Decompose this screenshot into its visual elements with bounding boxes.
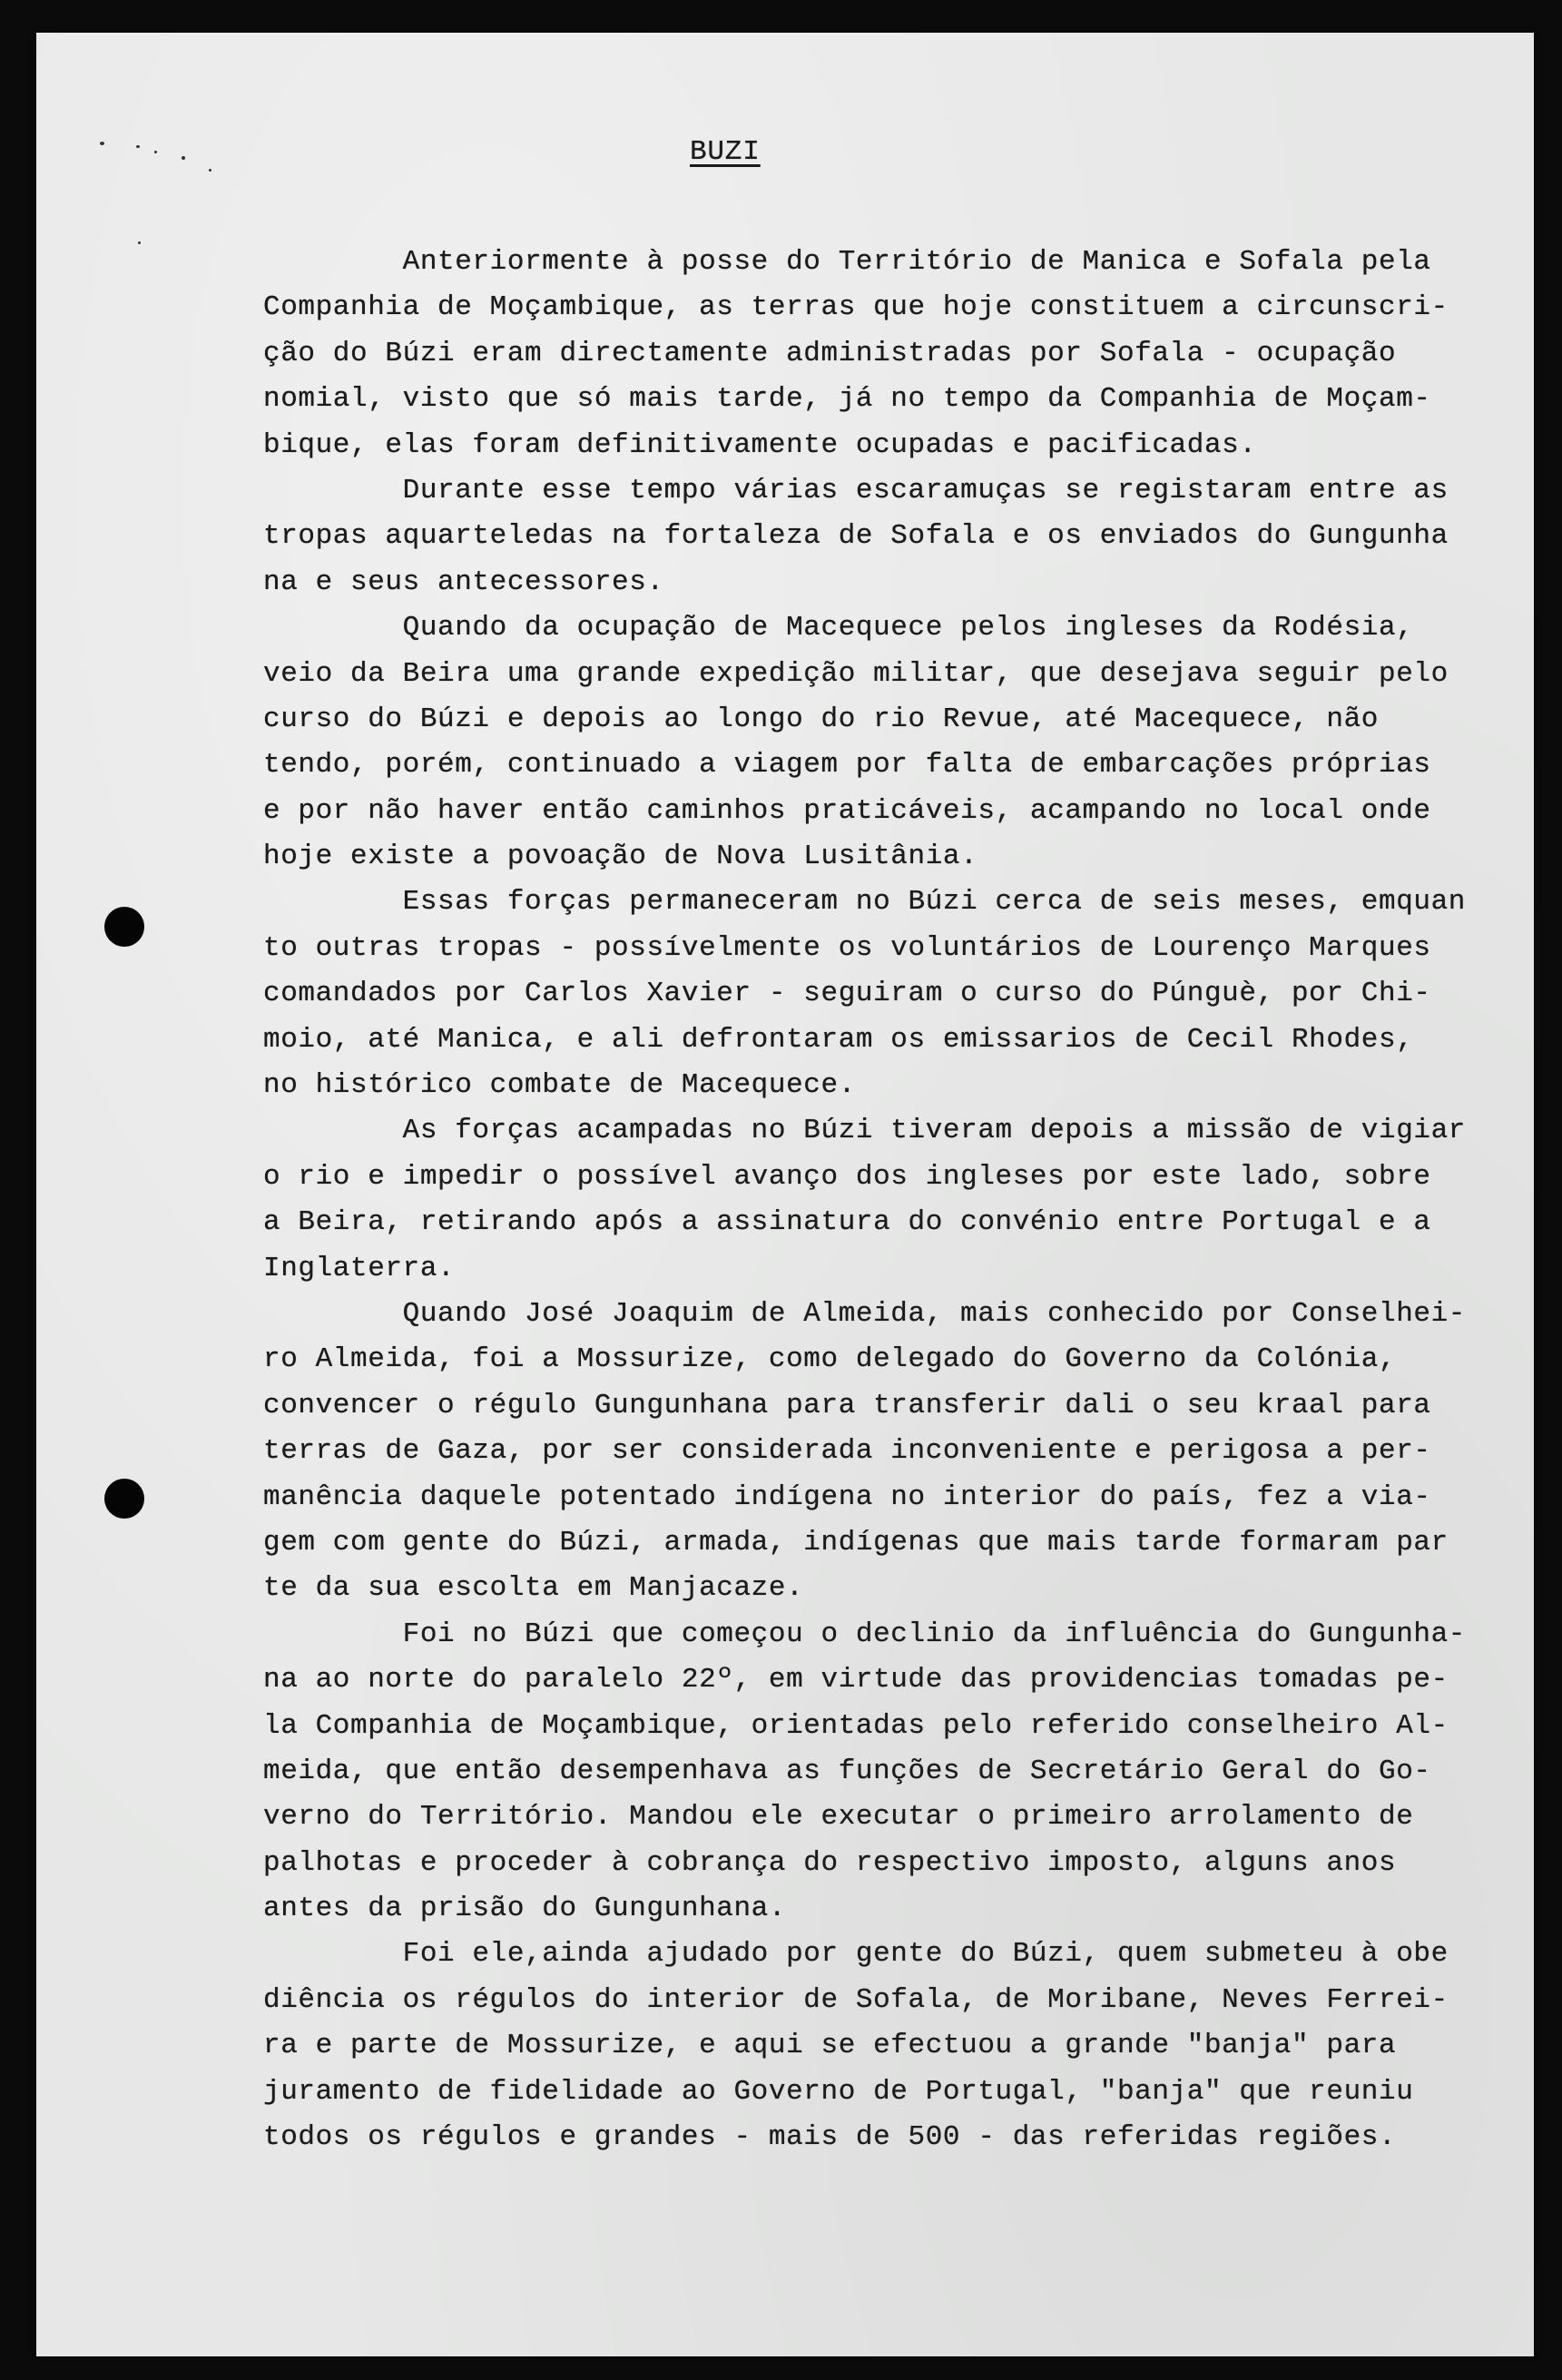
text-line: Anteriormente à posse do Território de Manica e Sofala pela [263, 246, 1431, 278]
text-line: hoje existe a povoação de Nova Lusitânia. [263, 841, 978, 873]
punch-hole-lower [104, 1479, 144, 1519]
text-line: Foi ele,ainda ajudado por gente do Búzi, quem submeteu à obe [263, 1938, 1449, 1971]
text-line: As forças acampadas no Búzi tiveram depois a missão de vigiar [263, 1115, 1467, 1147]
text-line: Companhia de Moçambique, as terras que hoje constituem a circunscri- [263, 291, 1449, 324]
text-line: na e seus antecessores. [263, 565, 664, 598]
text-line: bique, elas foram definitivamente ocupadas e pacificadas. [263, 428, 1257, 461]
text-line: no histórico combate de Macequece. [263, 1069, 856, 1102]
text-line: nomial, visto que só mais tarde, já no tempo da Companhia de Moçam- [263, 383, 1431, 416]
text-line: a Beira, retirando após a assinatura do convénio entre Portugal e a [263, 1206, 1431, 1239]
text-line: o rio e impedir o possível avanço dos ingleses por este lado, sobre [263, 1160, 1431, 1193]
text-line: Foi no Búzi que começou o declinio da influência do Gungunha- [263, 1618, 1467, 1650]
text-line: meida, que então desempenhava as funções de Secretário Geral do Go- [263, 1755, 1431, 1787]
text-line: diência os régulos do interior de Sofala, de Moribane, Neves Ferrei- [263, 1983, 1449, 2016]
text-line: na ao norte do paralelo 22º, em virtude das providencias tomadas pe- [263, 1664, 1449, 1696]
text-line: e por não haver então caminhos praticáveis, acampando no local onde [263, 794, 1431, 827]
text-line: palhotas e proceder à cobrança do respectivo imposto, alguns anos [263, 1846, 1397, 1879]
text-line: juramento de fidelidade ao Governo de Portugal, "banja" que reuniu [263, 2075, 1414, 2108]
text-line: moio, até Manica, e ali defrontaram os emissarios de Cecil Rhodes, [263, 1023, 1414, 1056]
text-line: Durante esse tempo várias escaramuças se registaram entre as [263, 474, 1449, 506]
text-line: gem com gente do Búzi, armada, indígenas que mais tarde formaram par [263, 1526, 1449, 1559]
text-line: Essas forças permaneceram no Búzi cerca de seis meses, emquan [263, 886, 1467, 919]
text-line: tropas aquarteledas na fortaleza de Sofala e os enviados do Gungunha [263, 520, 1449, 553]
text-line: ção do Búzi eram directamente administradas por Sofala - ocupação [263, 337, 1397, 369]
text-line: veio da Beira uma grande expedição militar, que desejava seguir pelo [263, 657, 1449, 690]
text-line: antes da prisão do Gungunhana. [263, 1893, 787, 1925]
text-line: terras de Gaza, por ser considerada inconveniente e perigosa a per- [263, 1435, 1431, 1468]
text-line: manência daquele potentado indígena no interior do país, fez a via- [263, 1480, 1431, 1513]
document-body [263, 240, 1525, 2160]
text-line: verno do Território. Mandou ele executar o primeiro arrolamento de [263, 1801, 1414, 1834]
text-line: te da sua escolta em Manjacaze. [263, 1572, 804, 1605]
text-line: curso do Búzi e depois ao longo do rio Revue, até Macequece, não [263, 703, 1379, 735]
text-line: ra e parte de Mossurize, e aqui se efectuou a grande "banja" para [263, 2030, 1397, 2062]
text-line: la Companhia de Moçambique, orientadas pelo referido conselheiro Al- [263, 1709, 1449, 1742]
text-line: to outras tropas - possívelmente os voluntários de Lourenço Marques [263, 931, 1431, 964]
text-line: Inglaterra. [263, 1252, 456, 1284]
paper-specks [91, 133, 236, 260]
document-title: BUZI [690, 136, 761, 168]
text-line: ro Almeida, foi a Mossurize, como delegado do Governo da Colónia, [263, 1343, 1397, 1376]
punch-hole-upper [104, 907, 144, 947]
text-line: tendo, porém, continuado a viagem por falta de embarcações próprias [263, 749, 1431, 782]
text-line: todos os régulos e grandes - mais de 500 - das referidas regiões. [263, 2121, 1397, 2154]
text-line: Quando da ocupação de Macequece pelos ingleses da Rodésia, [263, 612, 1414, 644]
text-line: convencer o régulo Gungunhana para transferir dali o seu kraal para [263, 1389, 1431, 1421]
text-line: comandados por Carlos Xavier - seguiram o curso do Púnguè, por Chi- [263, 978, 1431, 1010]
text-line: Quando José Joaquim de Almeida, mais conhecido por Conselhei- [263, 1297, 1467, 1330]
